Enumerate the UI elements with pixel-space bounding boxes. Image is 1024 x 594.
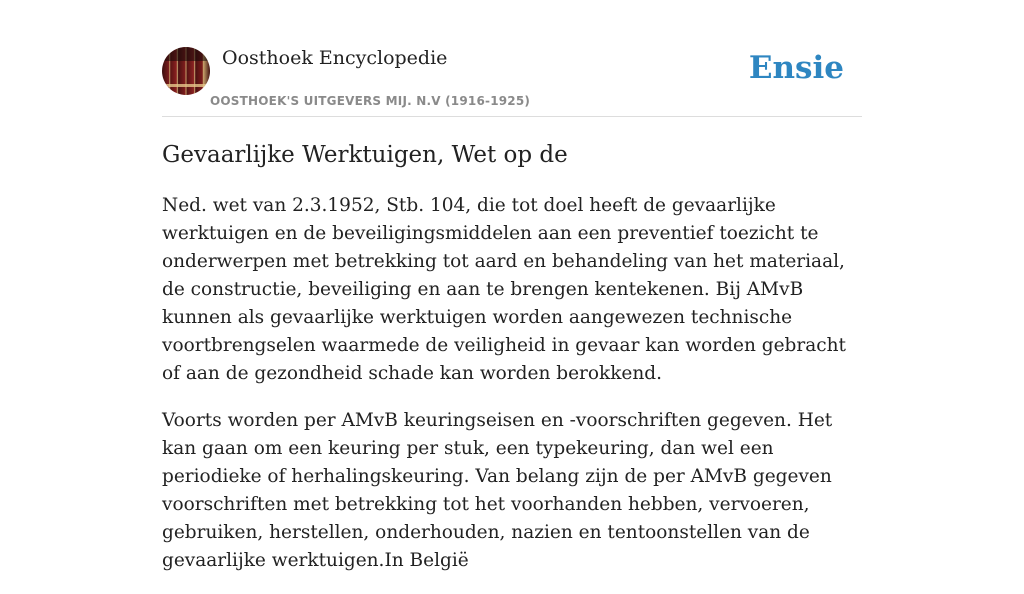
article-body — [162, 192, 862, 594]
ensie-logo[interactable]: Ensie — [748, 50, 844, 86]
article-paragraph: Voorts worden per AMvB keuringseisen en -voorschriften gegeven. Het kan gaan om een keuring per stuk, een typekeuring, dan wel een periodieke of herhalingskeuring. Van belang zijn de per AMvB gegeven voorschriften met betrekking tot het voorhanden hebben, vervoeren, gebruiken, herstellen, onderhouden, nazien en tentoonstellen van de gevaarlijke werktuigen.In België — [162, 410, 833, 571]
article-title: Gevaarlijke Werktuigen, Wet op de — [162, 142, 568, 168]
article-paragraph: Ned. wet van 2.3.1952, Stb. 104, die tot doel heeft de gevaarlijke werktuigen en de beveiligingsmiddelen aan een preventief toezicht te onderwerpen met betrekking tot aard en behandeling van het materiaal, de constructie, beveiliging en aan te brengen kentekenen. Bij AMvB kunnen als gevaarlijke werktuigen worden aangewezen technische voortbrengselen waarmede de veiligheid in gevaar kan worden gebracht of aan de gezondheid schade kan worden berokkend. — [162, 195, 846, 384]
site-title[interactable]: Oosthoek Encyclopedie — [222, 47, 448, 69]
publisher-label: OOSTHOEK'S UITGEVERS MIJ. N.V (1916-1925) — [210, 94, 531, 108]
encyclopedia-books-avatar[interactable] — [162, 47, 210, 95]
site-header — [162, 40, 862, 117]
